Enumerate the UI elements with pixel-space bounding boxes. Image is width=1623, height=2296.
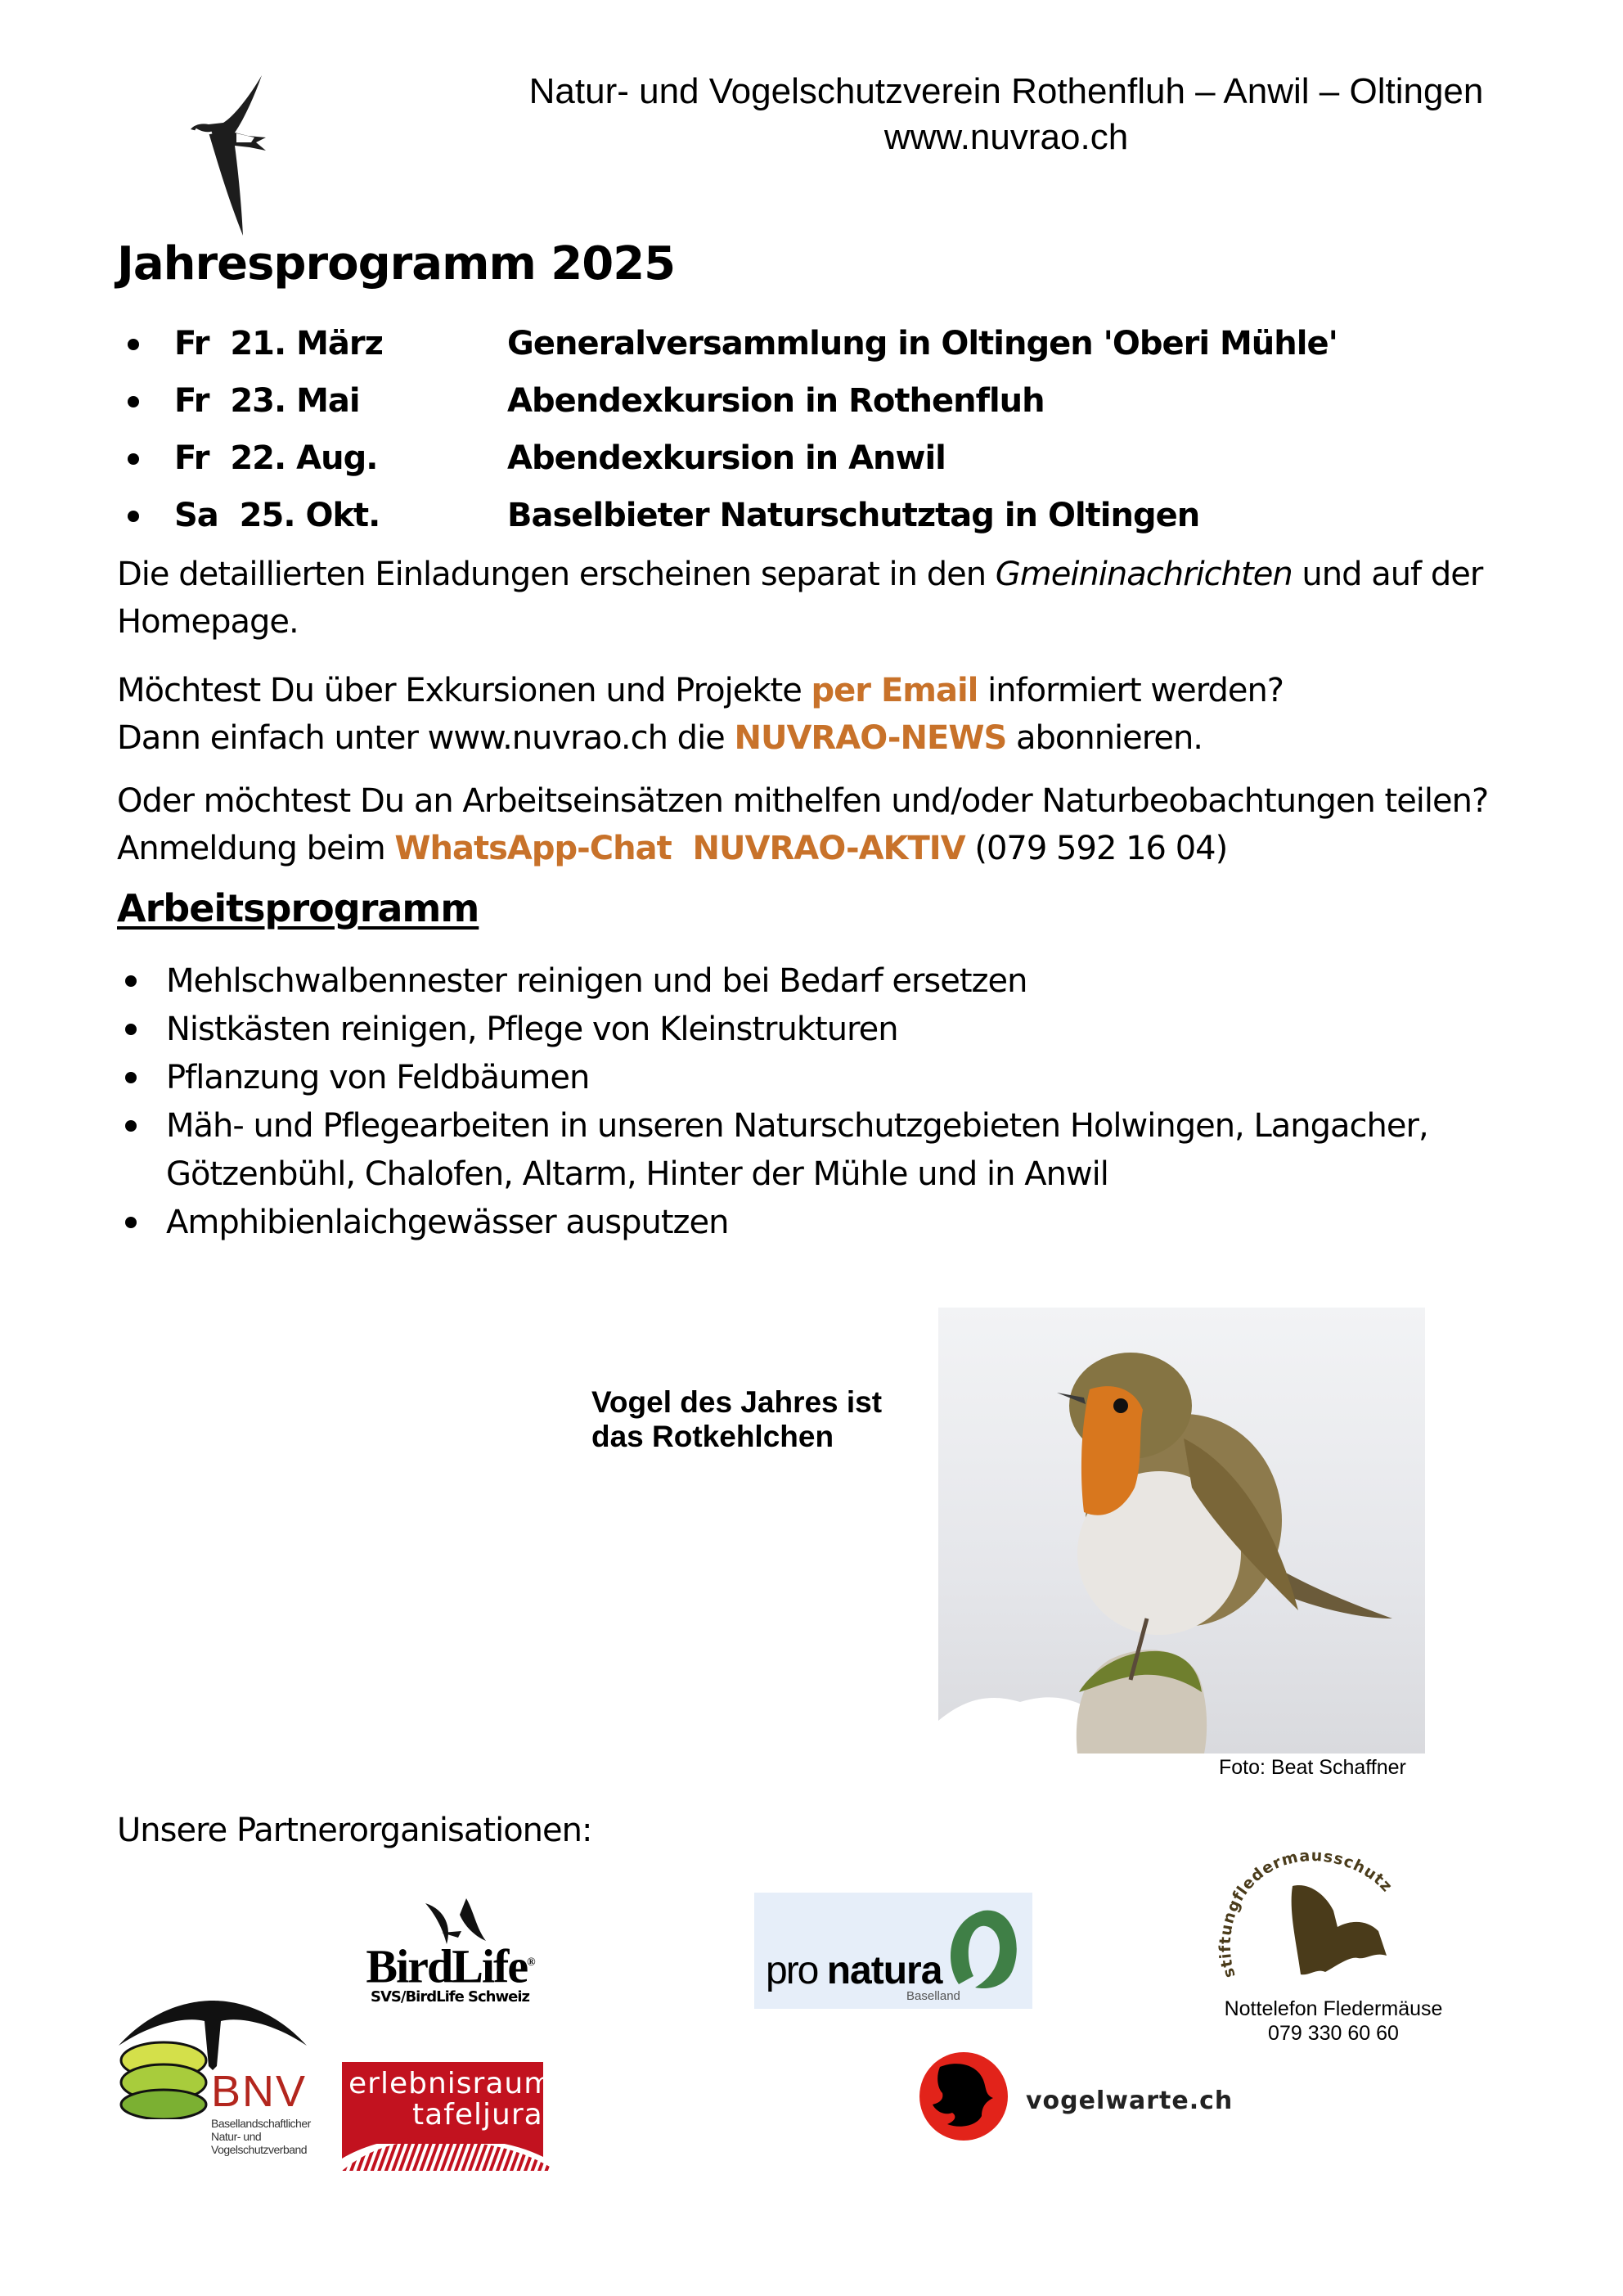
photo-credit: Foto: Beat Schaffner xyxy=(1219,1756,1406,1779)
invitations-paragraph xyxy=(117,551,1524,646)
birdlife-logo[interactable] xyxy=(352,1898,548,2013)
nuvrao-news-link[interactable]: NUVRAO-NEWS xyxy=(734,719,1007,757)
bird-of-year-caption xyxy=(591,1385,882,1454)
work-item-text: Pflanzung von Feldbäumen xyxy=(166,1059,590,1096)
text: Dann einfach unter www.nuvrao.ch die xyxy=(117,719,735,757)
volunteer-line-2 xyxy=(117,825,1524,872)
website-link[interactable]: www.nuvrao.ch xyxy=(883,117,1129,157)
event-description: Generalversammlung in Oltingen 'Oberi Mühle' xyxy=(507,325,1338,362)
bullet-icon xyxy=(125,1217,137,1228)
robin-photo xyxy=(938,1308,1425,1754)
event-date: Sa 25. Okt. xyxy=(174,497,380,534)
hotline-number: 079 330 60 60 xyxy=(1268,2022,1399,2045)
event-item xyxy=(123,315,1432,372)
bnv-logo[interactable] xyxy=(115,1997,327,2177)
work-program-heading: Arbeitsprogramm xyxy=(117,886,479,930)
text: und auf der Homepage. xyxy=(117,556,1483,641)
vogelwarte-name: vogelwarte.ch xyxy=(1026,2087,1234,2115)
event-list xyxy=(123,315,1432,544)
phone-number: (079 592 16 04) xyxy=(964,830,1228,867)
newsletter-line-1 xyxy=(117,667,1524,714)
svg-text:stiftungfledermausschutz: stiftungfledermausschutz xyxy=(1216,1846,1396,1980)
bullet-icon xyxy=(128,453,139,465)
pronatura-name: pro natura xyxy=(766,1949,942,1992)
fledermausschutz-logo[interactable] xyxy=(1211,1845,1407,1984)
work-item xyxy=(117,1102,1524,1199)
bullet-icon xyxy=(128,511,139,522)
caption-line-2: das Rotkehlchen xyxy=(591,1420,834,1453)
hills-stripes-icon xyxy=(342,2134,550,2171)
bullet-icon xyxy=(125,975,137,987)
work-item-text: Nistkästen reinigen, Pflege von Kleinstrukturen xyxy=(166,1011,898,1048)
work-item-text: Mehlschwalbennester reinigen und bei Bedarf ersetzen xyxy=(166,962,1027,1000)
text: informiert werden? xyxy=(978,672,1284,709)
per-email-highlight: per Email xyxy=(811,672,978,709)
tafeljura-line-2: tafeljura xyxy=(412,2098,543,2132)
bat-hotline xyxy=(1194,1997,1472,2046)
tafeljura-line-1: erlebnisraum xyxy=(348,2067,554,2100)
work-item xyxy=(117,1006,1524,1054)
work-item xyxy=(117,957,1524,1006)
partners-label: Unsere Partnerorganisationen: xyxy=(117,1812,592,1849)
vogelwarte-logo[interactable] xyxy=(910,2046,1234,2136)
pronatura-region: Baselland xyxy=(906,1989,960,2003)
volunteer-line-1: Oder möchtest Du an Arbeitseinsätzen mithelfen und/oder Naturbeobachtungen teilen? xyxy=(117,782,1489,820)
robin-icon xyxy=(938,1308,1425,1754)
org-header xyxy=(458,69,1554,160)
tafeljura-logo[interactable] xyxy=(342,2062,554,2171)
text: abonnieren. xyxy=(1006,719,1203,757)
birdlife-bird-icon xyxy=(417,1898,491,1947)
work-item-text: Amphibienlaichgewässer ausputzen xyxy=(166,1204,729,1241)
bullet-icon xyxy=(125,1120,137,1132)
ibex-horn-icon xyxy=(942,1902,1024,1992)
text: Anmeldung beim xyxy=(117,830,395,867)
event-description: Abendexkursion in Anwil xyxy=(507,439,946,477)
hotline-label: Nottelefon Fledermäuse xyxy=(1224,1997,1443,2020)
bat-icon xyxy=(1211,1845,1407,1984)
newsletter-line-2 xyxy=(117,714,1524,762)
vogelwarte-circle-icon xyxy=(919,2052,1008,2141)
work-program-list xyxy=(117,957,1524,1247)
volunteer-paragraph xyxy=(117,777,1524,872)
gmeininachrichten-text: Gmeininachrichten xyxy=(995,556,1293,593)
text: Möchtest Du über Exkursionen und Projekte xyxy=(117,672,812,709)
event-item xyxy=(123,372,1432,430)
bullet-icon xyxy=(128,339,139,350)
bnv-letters: BNV xyxy=(211,2067,308,2116)
whatsapp-chat-highlight: WhatsApp-Chat NUVRAO-AKTIV xyxy=(394,830,965,867)
event-date: Fr 22. Aug. xyxy=(174,439,378,477)
org-name: Natur- und Vogelschutzverein Rothenfluh – Anwil – Oltingen xyxy=(528,71,1484,111)
swallow-logo-icon xyxy=(176,72,274,240)
event-description: Abendexkursion in Rothenfluh xyxy=(507,382,1045,420)
caption-line-1: Vogel des Jahres ist xyxy=(591,1385,883,1419)
event-date: Fr 21. März xyxy=(174,325,383,362)
bullet-icon xyxy=(125,1072,137,1083)
birdlife-subtitle: SVS/BirdLife Schweiz xyxy=(371,1988,529,2006)
event-description: Baselbieter Naturschutztag in Oltingen xyxy=(507,497,1200,534)
work-item-text: Mäh- und Pflegearbeiten in unseren Naturschutzgebieten Holwingen, Langacher, Götzenbühl, Chalofen, Altarm, Hinter der Mühle und in Anwil xyxy=(166,1107,1428,1193)
bullet-icon xyxy=(125,1024,137,1035)
pronatura-logo[interactable] xyxy=(754,1893,1032,2009)
page-title: Jahresprogramm 2025 xyxy=(117,237,676,290)
work-item xyxy=(117,1054,1524,1102)
newsletter-paragraph xyxy=(117,667,1524,762)
birdlife-name: BirdLife® xyxy=(366,1939,534,1993)
text: Die detaillierten Einladungen erscheinen separat in den xyxy=(117,556,996,593)
bullet-icon xyxy=(128,396,139,407)
bnv-fullname: Basellandschaftlicher Natur- und Vogelschutzverband xyxy=(211,2117,311,2156)
event-item xyxy=(123,430,1432,487)
event-item xyxy=(123,487,1432,544)
work-item xyxy=(117,1199,1524,1247)
event-date: Fr 23. Mai xyxy=(174,382,360,420)
